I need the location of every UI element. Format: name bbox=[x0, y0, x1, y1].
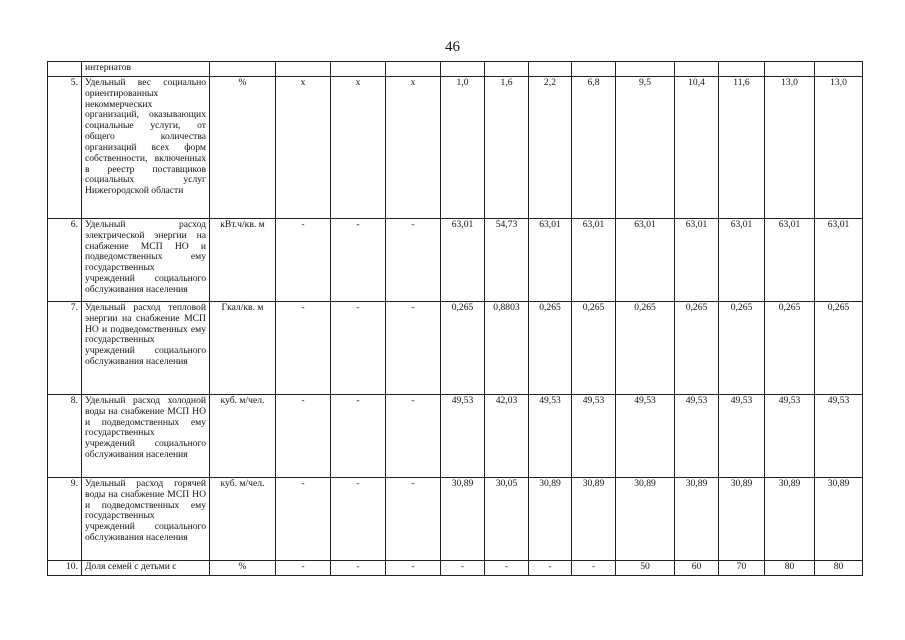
cell-value: - bbox=[386, 395, 441, 478]
cell-value: 50 bbox=[616, 561, 675, 576]
cell-value: - bbox=[331, 478, 386, 561]
cell-num: 10. bbox=[48, 561, 82, 576]
cell-value: 0,265 bbox=[675, 302, 719, 395]
cell-value: 70 bbox=[719, 561, 765, 576]
table-row-continuation bbox=[48, 62, 863, 77]
cell-value: 63,01 bbox=[765, 219, 815, 302]
cell-value: 0,265 bbox=[616, 302, 675, 395]
cell-value bbox=[616, 62, 675, 77]
cell-name: Удельный вес социально ориентированных некоммерческих организаций, оказывающих социальные услуги, от общего количества организаций всех форм собственности, включенных в реестр поставщиков социальных услуг Нижегородской области bbox=[82, 77, 210, 219]
cell-value: - bbox=[276, 302, 331, 395]
cell-value: 49,53 bbox=[815, 395, 863, 478]
cell-num: 6. bbox=[48, 219, 82, 302]
cell-name: интернатов bbox=[82, 62, 210, 77]
cell-value: 60 bbox=[675, 561, 719, 576]
cell-value: 11,6 bbox=[719, 77, 765, 219]
cell-value: 63,01 bbox=[441, 219, 485, 302]
cell-value: 63,01 bbox=[815, 219, 863, 302]
cell-value: 49,53 bbox=[441, 395, 485, 478]
table-row bbox=[48, 219, 863, 302]
page-number: 46 bbox=[445, 39, 460, 55]
cell-value: 49,53 bbox=[719, 395, 765, 478]
cell-value: 80 bbox=[765, 561, 815, 576]
cell-unit: куб. м/чел. bbox=[210, 395, 276, 478]
cell-value bbox=[529, 62, 572, 77]
cell-value: - bbox=[331, 395, 386, 478]
cell-value: 30,89 bbox=[719, 478, 765, 561]
cell-value: x bbox=[331, 77, 386, 219]
cell-value: x bbox=[276, 77, 331, 219]
cell-name: Удельный расход тепловой энергии на снабжение МСП НО и подведомственных ему государственных учреждений социального обслуживания населения bbox=[82, 302, 210, 395]
cell-value: 49,53 bbox=[675, 395, 719, 478]
cell-value: 49,53 bbox=[529, 395, 572, 478]
cell-value: - bbox=[276, 561, 331, 576]
cell-value: 13,0 bbox=[765, 77, 815, 219]
cell-num bbox=[48, 62, 82, 77]
cell-value: 10,4 bbox=[675, 77, 719, 219]
cell-value: 0,265 bbox=[441, 302, 485, 395]
cell-name: Удельный расход холодной воды на снабжение МСП НО и подведомственных ему государственных учреждений социального обслуживания населения bbox=[82, 395, 210, 478]
cell-unit: кВт.ч/кв. м bbox=[210, 219, 276, 302]
cell-unit: куб. м/чел. bbox=[210, 478, 276, 561]
cell-name: Удельный расход электрической энергии на снабжение МСП НО и подведомственных ему государственных учреждений социального обслуживания населения bbox=[82, 219, 210, 302]
cell-value: - bbox=[386, 561, 441, 576]
cell-num: 8. bbox=[48, 395, 82, 478]
cell-value: 1,0 bbox=[441, 77, 485, 219]
cell-value: - bbox=[386, 219, 441, 302]
cell-value: 13,0 bbox=[815, 77, 863, 219]
cell-value: 49,53 bbox=[572, 395, 616, 478]
table-row bbox=[48, 77, 863, 219]
cell-value: - bbox=[276, 395, 331, 478]
cell-value: - bbox=[276, 478, 331, 561]
cell-unit: % bbox=[210, 561, 276, 576]
cell-value: 30,89 bbox=[572, 478, 616, 561]
table-row bbox=[48, 561, 863, 576]
cell-value: 0,8803 bbox=[485, 302, 529, 395]
cell-value: 30,89 bbox=[529, 478, 572, 561]
cell-value: 54,73 bbox=[485, 219, 529, 302]
cell-value: 63,01 bbox=[572, 219, 616, 302]
cell-unit: % bbox=[210, 77, 276, 219]
cell-value: 6,8 bbox=[572, 77, 616, 219]
cell-value bbox=[815, 62, 863, 77]
cell-value bbox=[331, 62, 386, 77]
cell-value bbox=[386, 62, 441, 77]
cell-value bbox=[485, 62, 529, 77]
cell-name: Доля семей с детьми с bbox=[82, 561, 210, 576]
cell-value: 30,89 bbox=[815, 478, 863, 561]
cell-value: - bbox=[386, 302, 441, 395]
cell-value: - bbox=[331, 302, 386, 395]
cell-value: 9,5 bbox=[616, 77, 675, 219]
cell-value: 49,53 bbox=[616, 395, 675, 478]
cell-value: 0,265 bbox=[572, 302, 616, 395]
cell-value bbox=[719, 62, 765, 77]
cell-value: 63,01 bbox=[719, 219, 765, 302]
cell-value: 30,89 bbox=[765, 478, 815, 561]
table-body bbox=[48, 62, 863, 576]
cell-value: 42,03 bbox=[485, 395, 529, 478]
cell-value: - bbox=[276, 219, 331, 302]
table-row bbox=[48, 478, 863, 561]
cell-value: 30,89 bbox=[616, 478, 675, 561]
cell-value: 63,01 bbox=[529, 219, 572, 302]
cell-num: 5. bbox=[48, 77, 82, 219]
indicators-table bbox=[47, 61, 863, 576]
cell-value: 1,6 bbox=[485, 77, 529, 219]
cell-unit: Гкал/кв. м bbox=[210, 302, 276, 395]
cell-value: 49,53 bbox=[765, 395, 815, 478]
cell-value: 0,265 bbox=[719, 302, 765, 395]
cell-name: Удельный расход горячей воды на снабжение МСП НО и подведомственных ему государственных учреждений социального обслуживания населения bbox=[82, 478, 210, 561]
cell-value: 2,2 bbox=[529, 77, 572, 219]
cell-value: - bbox=[485, 561, 529, 576]
cell-value: 0,265 bbox=[815, 302, 863, 395]
cell-value bbox=[276, 62, 331, 77]
cell-value: 30,89 bbox=[675, 478, 719, 561]
cell-value: - bbox=[441, 561, 485, 576]
cell-value bbox=[675, 62, 719, 77]
cell-value: 80 bbox=[815, 561, 863, 576]
cell-num: 7. bbox=[48, 302, 82, 395]
cell-value: x bbox=[386, 77, 441, 219]
cell-value: 30,89 bbox=[441, 478, 485, 561]
cell-value: 63,01 bbox=[675, 219, 719, 302]
cell-value bbox=[765, 62, 815, 77]
cell-value: 0,265 bbox=[765, 302, 815, 395]
cell-value bbox=[441, 62, 485, 77]
cell-value: - bbox=[529, 561, 572, 576]
cell-value: - bbox=[572, 561, 616, 576]
cell-num: 9. bbox=[48, 478, 82, 561]
cell-value: - bbox=[386, 478, 441, 561]
table-row bbox=[48, 302, 863, 395]
table-row bbox=[48, 395, 863, 478]
cell-value: 0,265 bbox=[529, 302, 572, 395]
cell-unit bbox=[210, 62, 276, 77]
cell-value: - bbox=[331, 561, 386, 576]
cell-value bbox=[572, 62, 616, 77]
cell-value: - bbox=[331, 219, 386, 302]
cell-value: 30,05 bbox=[485, 478, 529, 561]
cell-value: 63,01 bbox=[616, 219, 675, 302]
